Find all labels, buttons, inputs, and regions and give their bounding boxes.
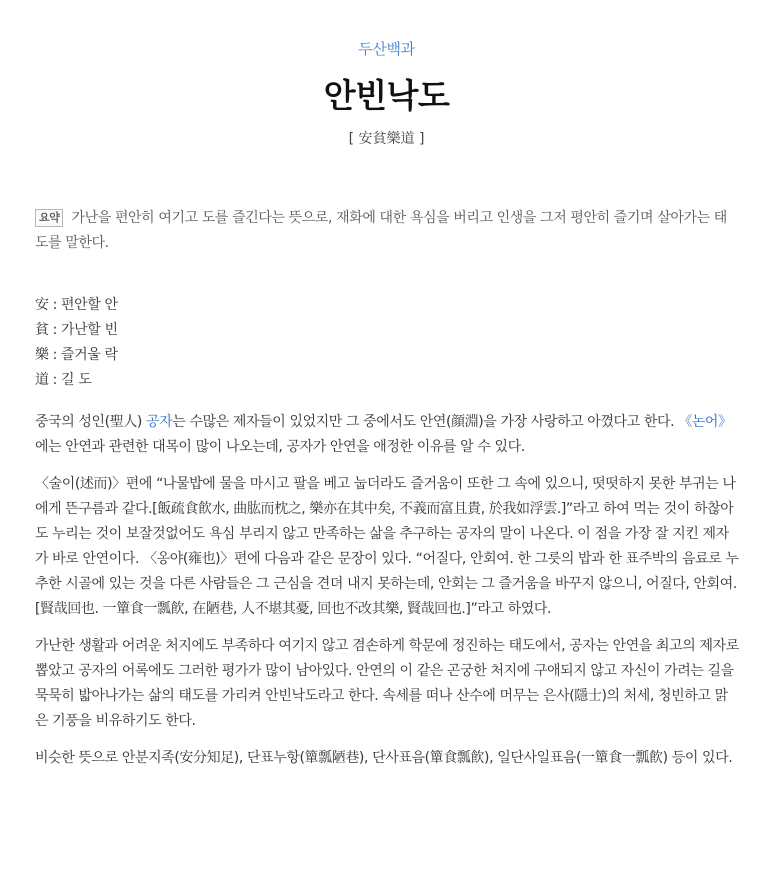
summary-text: 가난을 편안히 여기고 도를 즐긴다는 뜻으로, 재화에 대한 욕심을 버리고 인생을 그저 평안히 즐기며 살아가는 태도를 말한다.: [35, 210, 727, 251]
summary-badge: 요약: [35, 209, 63, 227]
paragraph-3: 가난한 생활과 어려운 처지에도 부족하다 여기지 않고 겸손하게 학문에 정진하는 태도에서, 공자는 안연을 최고의 제자로 뽑았고 공자의 어록에도 그러한 평가가 많이 남아있다. 안연의 이 같은 곤궁한 처지에 구애되지 않고 자신이 가려는 길을 묵묵히 밟아나가는 삶의 태도를 가리켜 안빈낙도라고 한다. 속세를 떠나 산수에 머무는 은사(隱士)의 처세, 청빈하고 맑은 기풍을 비유하기도 한다.: [35, 638, 739, 729]
paragraph-text: 에는 안연과 관련한 대목이 많이 나오는데, 공자가 안연을 애정한 이유를 알 수 있다.: [35, 439, 525, 455]
paragraph-text: 는 수많은 제자들이 있었지만 그 중에서도 안연(顔淵)을 가장 사랑하고 아꼈다고 한다.: [172, 414, 679, 430]
page-subtitle-hanja: [ 安貧樂道 ]: [348, 131, 425, 147]
character-item: 安 : 편안할 안: [35, 297, 118, 313]
page-title: 안빈낙도: [323, 76, 450, 115]
paragraph-2: 〈술이(述而)〉편에 “나물밥에 물을 마시고 팔을 베고 눕더라도 즐거움이 또한 그 속에 있으니, 떳떳하지 못한 부귀는 나에게 뜬구름과 같다.[飯疏食飮水, 曲肱而枕之, 樂亦在其中矣, 不義而富且貴, 於我如浮雲.]”라고 하여 먹는 것이 하찮아도 누리는 것이 보잘것없어도 욕심 부리지 않고 만족하는 삶을 추구하는 공자의 말이 나온다. 이 점을 가장 잘 지킨 제자가 바로 안연이다. 〈옹야(雍也)〉편에 다음과 같은 문장이 있다. “어질다, 안회여. 한 그릇의 밥과 한 표주박의 음료로 누추한 시골에 있는 것을 다른 사람들은 그 근심을 견뎌 내지 못하는데, 안회는 그 즐거움을 바꾸지 않으니, 어질다, 안회여.[賢哉回也. 一簞食一瓢飮, 在陋巷, 人不堪其憂, 回也不改其樂, 賢哉回也.]”라고 하였다.: [35, 476, 739, 617]
paragraph-4: 비슷한 뜻으로 안분지족(安分知足), 단표누항(簞瓢陋巷), 단사표음(簞食瓢飮), 일단사일표음(一簞食一瓢飮) 등이 있다.: [35, 750, 733, 766]
source-label[interactable]: 두산백과: [358, 40, 415, 58]
character-item: 樂 : 즐거울 락: [35, 347, 118, 363]
link-analects[interactable]: 《논어》: [678, 414, 732, 430]
paragraph-text: 중국의 성인(聖人): [35, 414, 147, 430]
character-list: [35, 293, 740, 393]
paragraph-1: [35, 410, 740, 460]
article-body: [35, 206, 740, 771]
link-confucius[interactable]: 공자: [146, 414, 173, 430]
character-item: 貧 : 가난할 빈: [35, 322, 118, 338]
summary: [35, 206, 740, 256]
character-item: 道 : 길 도: [35, 372, 92, 388]
